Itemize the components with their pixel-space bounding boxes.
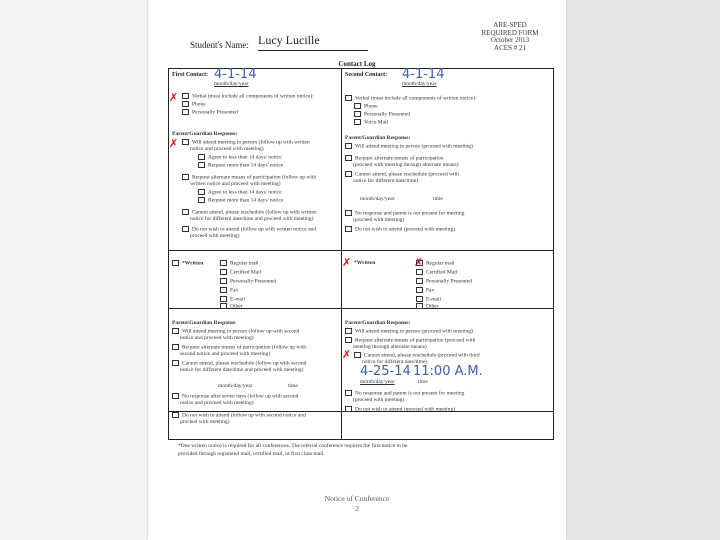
student-name-underline <box>258 50 368 51</box>
written-left-o2 <box>220 269 261 276</box>
bottom-right-time: 11:00 A.M. <box>413 364 483 379</box>
bottom-right-date-label: month/day/year <box>360 379 395 385</box>
check-mark-icon: ✗ <box>169 137 179 150</box>
first-r1-text: Will attend meeting in person (follow up with written <box>192 139 310 146</box>
first-r3 <box>182 209 317 216</box>
checkbox-icon[interactable] <box>345 226 352 232</box>
first-r2c-text: Agree to less than 14 days' notice <box>208 189 282 196</box>
bottom-left-title: Parent/Guardian Response <box>172 320 236 326</box>
second-verbal-text: Verbal (must include all components of written notice): <box>355 95 477 102</box>
written-left-o6 <box>220 303 243 310</box>
written-left-o4-text: Fax <box>230 287 239 294</box>
second-voicemail-text: Voice Mail <box>364 119 389 126</box>
checkbox-icon[interactable] <box>416 296 423 302</box>
bottom-right-r5-text: Do not wish to attend (proceed with meeting) <box>355 406 456 413</box>
bottom-right-r3-text: Cannot attend, please reschedule (proceed with third <box>364 352 480 359</box>
second-phone <box>354 103 378 110</box>
second-response-title: Parent/Guardian Response: <box>345 135 411 141</box>
first-r2d <box>198 197 283 204</box>
second-r1-text: Will attend meeting in person (proceed with meeting) <box>355 143 473 150</box>
checkbox-icon[interactable] <box>198 189 205 195</box>
checkbox-icon[interactable] <box>172 328 179 334</box>
written-right-o1-text: Regular mail <box>426 260 455 267</box>
checkbox-icon[interactable] <box>220 296 227 302</box>
first-r3b: notice for different date/time and proceed with meeting) <box>190 216 314 222</box>
second-r5-text: Do not wish to attend (proceed with meeting) <box>355 226 456 233</box>
first-phone <box>182 101 206 108</box>
checkbox-icon[interactable] <box>416 260 423 266</box>
first-r2 <box>182 174 316 181</box>
first-r1c <box>198 154 282 161</box>
bottom-left-date-label: month/day/year <box>218 383 253 389</box>
first-contact-date-sublabel: month/day/year <box>214 81 249 87</box>
checkbox-icon[interactable] <box>220 278 227 284</box>
first-contact-date: 4-1-14 <box>214 67 257 82</box>
written-right-o1 <box>416 260 455 267</box>
checkbox-icon[interactable] <box>172 360 179 366</box>
checkbox-icon[interactable] <box>416 269 423 275</box>
student-name-label: Student's Name: <box>190 40 249 50</box>
second-personally-text: Personally Presented <box>364 111 410 118</box>
second-r1 <box>345 143 473 150</box>
header-line-2: REQUIRED FORM <box>481 28 539 37</box>
bottom-right-r1-text: Will attend meeting in person (proceed with meeting) <box>355 328 473 335</box>
checkbox-icon[interactable] <box>354 111 361 117</box>
bottom-right-title: Parent/Guardian Response: <box>345 320 411 326</box>
checkbox-icon[interactable] <box>220 269 227 275</box>
checkbox-icon[interactable] <box>182 109 189 115</box>
first-r4-text: Do not wish to attend (follow up with written notice and <box>192 226 317 233</box>
written-left-o5-text: E-mail <box>230 296 245 303</box>
row-divider-1 <box>168 250 553 251</box>
written-right-o3-text: Personally Presented <box>426 278 472 285</box>
first-r4 <box>182 226 316 233</box>
header-line-1: ARE-SPED <box>493 21 527 29</box>
second-r3 <box>345 171 459 178</box>
checkbox-icon[interactable] <box>182 93 189 99</box>
written-right-o4-text: Fax <box>426 287 435 294</box>
first-r1d-text: Request more than 14 days' notice <box>208 162 284 169</box>
first-r2c <box>198 189 282 196</box>
bottom-left-r4-text: No response after seven days (follow up with second <box>182 393 299 400</box>
written-right-o5 <box>416 296 441 303</box>
bottom-right-r3 <box>354 352 480 359</box>
checkbox-icon[interactable] <box>172 260 179 266</box>
second-contact-label: Second Contact: <box>345 72 388 78</box>
written-right-o2-text: Certified Mail <box>426 269 458 276</box>
bottom-right-time-label: time <box>418 379 428 385</box>
first-personally <box>182 109 238 116</box>
written-right-o6-text: Other <box>426 303 439 310</box>
second-r2b: (proceed with meeting through alternate means) <box>353 162 459 168</box>
second-r4-text: No response and parent is not present for meeting <box>355 210 465 217</box>
checkbox-icon[interactable] <box>345 171 352 177</box>
second-contact-date-sublabel: month/day/year <box>402 81 437 87</box>
written-right-o4 <box>416 287 434 294</box>
checkbox-icon[interactable] <box>345 328 352 334</box>
checkbox-icon[interactable] <box>345 210 352 216</box>
checkbox-icon[interactable] <box>220 287 227 293</box>
bottom-left-r4b: notice and proceed with meeting) <box>180 400 254 406</box>
bottom-left-time-label: time <box>288 383 298 389</box>
check-mark-icon: ✗ <box>169 91 179 104</box>
first-r4b: proceed with meeting) <box>190 233 240 239</box>
first-response-title: Parent/Guardian Response: <box>172 131 238 137</box>
bottom-right-r4 <box>345 390 464 397</box>
bottom-left-r5b: proceed with meeting) <box>180 419 230 425</box>
second-r4b: (proceed with meeting) <box>353 217 405 223</box>
checkbox-icon[interactable] <box>198 154 205 160</box>
first-r2b: written notice and proceed with meeting) <box>190 181 281 187</box>
bottom-right-r2 <box>345 337 475 344</box>
second-r3-text: Cannot attend, please reschedule (proceed with <box>355 171 459 178</box>
written-right-o6 <box>416 303 439 310</box>
bottom-right-date: 4-25-14 <box>360 364 411 379</box>
checkbox-icon[interactable] <box>345 406 352 412</box>
right-sidebar <box>565 0 720 540</box>
check-mark-icon: ✗ <box>414 256 424 269</box>
first-verbal-text: Verbal (must include all components of written notice): <box>192 93 314 100</box>
second-verbal <box>345 95 477 102</box>
checkbox-icon[interactable] <box>354 103 361 109</box>
checkbox-icon[interactable] <box>354 119 361 125</box>
written-left-o6-text: Other <box>230 303 243 310</box>
document-page <box>148 0 566 540</box>
bottom-left-r2-text: Request alternate means of participation (follow up with <box>182 344 307 351</box>
footer-title: Notice of Conference <box>324 494 390 503</box>
student-name-value: Lucy Lucille <box>258 33 320 47</box>
checkbox-icon[interactable] <box>354 352 361 358</box>
written-left-label-text: *Written <box>182 260 204 267</box>
checkbox-icon[interactable] <box>220 260 227 266</box>
second-personally <box>354 111 410 118</box>
written-left-o3 <box>220 278 276 285</box>
written-left-o1 <box>220 260 259 267</box>
checkbox-icon[interactable] <box>416 278 423 284</box>
first-phone-text: Phone <box>192 101 206 108</box>
checkbox-icon[interactable] <box>416 303 423 309</box>
bottom-left-r5 <box>172 412 306 419</box>
second-phone-text: Phone <box>364 103 378 110</box>
written-left-label <box>172 260 203 267</box>
bottom-right-r1 <box>345 328 473 335</box>
checkbox-icon[interactable] <box>345 155 352 161</box>
footer-page-number: 2 <box>355 505 359 513</box>
checkbox-icon[interactable] <box>182 139 189 145</box>
bottom-right-r2b: meeting through alternate means) <box>353 344 427 350</box>
checkbox-icon[interactable] <box>345 337 352 343</box>
first-r2-text: Request alternate means of participation (follow up with <box>192 174 317 181</box>
written-left-o3-text: Personally Presented <box>230 278 276 285</box>
column-divider <box>341 68 342 439</box>
bottom-left-r1-text: Will attend meeting in person (follow up with second <box>182 328 300 335</box>
bottom-left-r3b: notice for different date/time and proceed with meeting) <box>180 367 304 373</box>
check-mark-icon: ✗ <box>342 256 352 269</box>
written-right-label: *Written <box>354 260 376 266</box>
checkbox-icon[interactable] <box>345 390 352 396</box>
footnote-line-2: provided through registered mail, certified mail, or first class mail. <box>178 451 325 457</box>
bottom-left-r2b: second notice and proceed with meeting) <box>180 351 271 357</box>
checkbox-icon[interactable] <box>172 393 179 399</box>
checkbox-icon[interactable] <box>345 143 352 149</box>
second-r2-text: Request alternate means of participation <box>355 155 444 162</box>
bottom-right-r5 <box>345 406 455 413</box>
header-line-4: ACES # 21 <box>494 43 526 52</box>
first-contact-label: First Contact: <box>172 72 209 78</box>
first-personally-text: Personally Presented <box>192 109 238 116</box>
bottom-left-r3-text: Cannot attend, please reschedule (follow up with second <box>182 360 307 367</box>
checkbox-icon[interactable] <box>182 209 189 215</box>
second-voicemail <box>354 119 388 126</box>
second-r2 <box>345 155 444 162</box>
header-line-3: October 2013 <box>490 36 530 44</box>
form-title: Contact Log <box>338 60 376 68</box>
form-header <box>470 22 550 52</box>
bottom-left-r3 <box>172 360 306 367</box>
bottom-right-r3b: notice for different date/time) <box>362 359 428 365</box>
written-left-o4 <box>220 287 238 294</box>
second-contact-date: 4-1-14 <box>402 67 445 82</box>
first-r3-text: Cannot attend, please reschedule (follow up with written <box>192 209 317 216</box>
second-r5 <box>345 226 455 233</box>
bottom-left-r2 <box>172 344 306 351</box>
checkbox-icon[interactable] <box>172 412 179 418</box>
second-r3b: notice for different date/time) <box>353 178 419 184</box>
bottom-left-r5-text: Do not wish to attend (follow up with second notice and <box>182 412 306 419</box>
checkbox-icon[interactable] <box>172 344 179 350</box>
checkbox-icon[interactable] <box>182 174 189 180</box>
first-r1b: notice and proceed with meeting) <box>190 146 264 152</box>
bottom-left-r1 <box>172 328 299 335</box>
second-time-label: time <box>433 196 443 202</box>
checkbox-icon[interactable] <box>220 303 227 309</box>
bottom-left-r1b: notice and proceed with meeting) <box>180 335 254 341</box>
written-left-o2-text: Certified Mail <box>230 269 262 276</box>
checkbox-icon[interactable] <box>182 101 189 107</box>
checkbox-icon[interactable] <box>345 95 352 101</box>
checkbox-icon[interactable] <box>198 162 205 168</box>
written-right-o3 <box>416 278 472 285</box>
checkbox-icon[interactable] <box>416 287 423 293</box>
checkbox-icon[interactable] <box>182 226 189 232</box>
first-r1d <box>198 162 283 169</box>
first-verbal <box>182 93 314 100</box>
first-r2d-text: Request more than 14 days' notice <box>208 197 284 204</box>
written-right-o2 <box>416 269 457 276</box>
bottom-right-r4-text: No response and parent is not present for meeting <box>355 390 465 397</box>
check-mark-icon: ✗ <box>342 348 352 361</box>
bottom-right-r2-text: Request alternate means of participation (proceed with <box>355 337 476 344</box>
first-r1 <box>182 139 310 146</box>
bottom-right-r4b: (proceed with meeting) <box>353 397 405 403</box>
checkbox-icon[interactable] <box>198 197 205 203</box>
second-r4 <box>345 210 464 217</box>
first-r1c-text: Agree to less than 14 days' notice <box>208 154 282 161</box>
bottom-left-r4 <box>172 393 298 400</box>
written-left-o5 <box>220 296 245 303</box>
footnote-line-1: *One written notice is required for all conferences. The referral conference requires the first notice to be <box>178 443 408 449</box>
written-right-o5-text: E-mail <box>426 296 441 303</box>
second-date-label: month/day/year <box>360 196 395 202</box>
written-left-o1-text: Regular mail <box>230 260 259 267</box>
